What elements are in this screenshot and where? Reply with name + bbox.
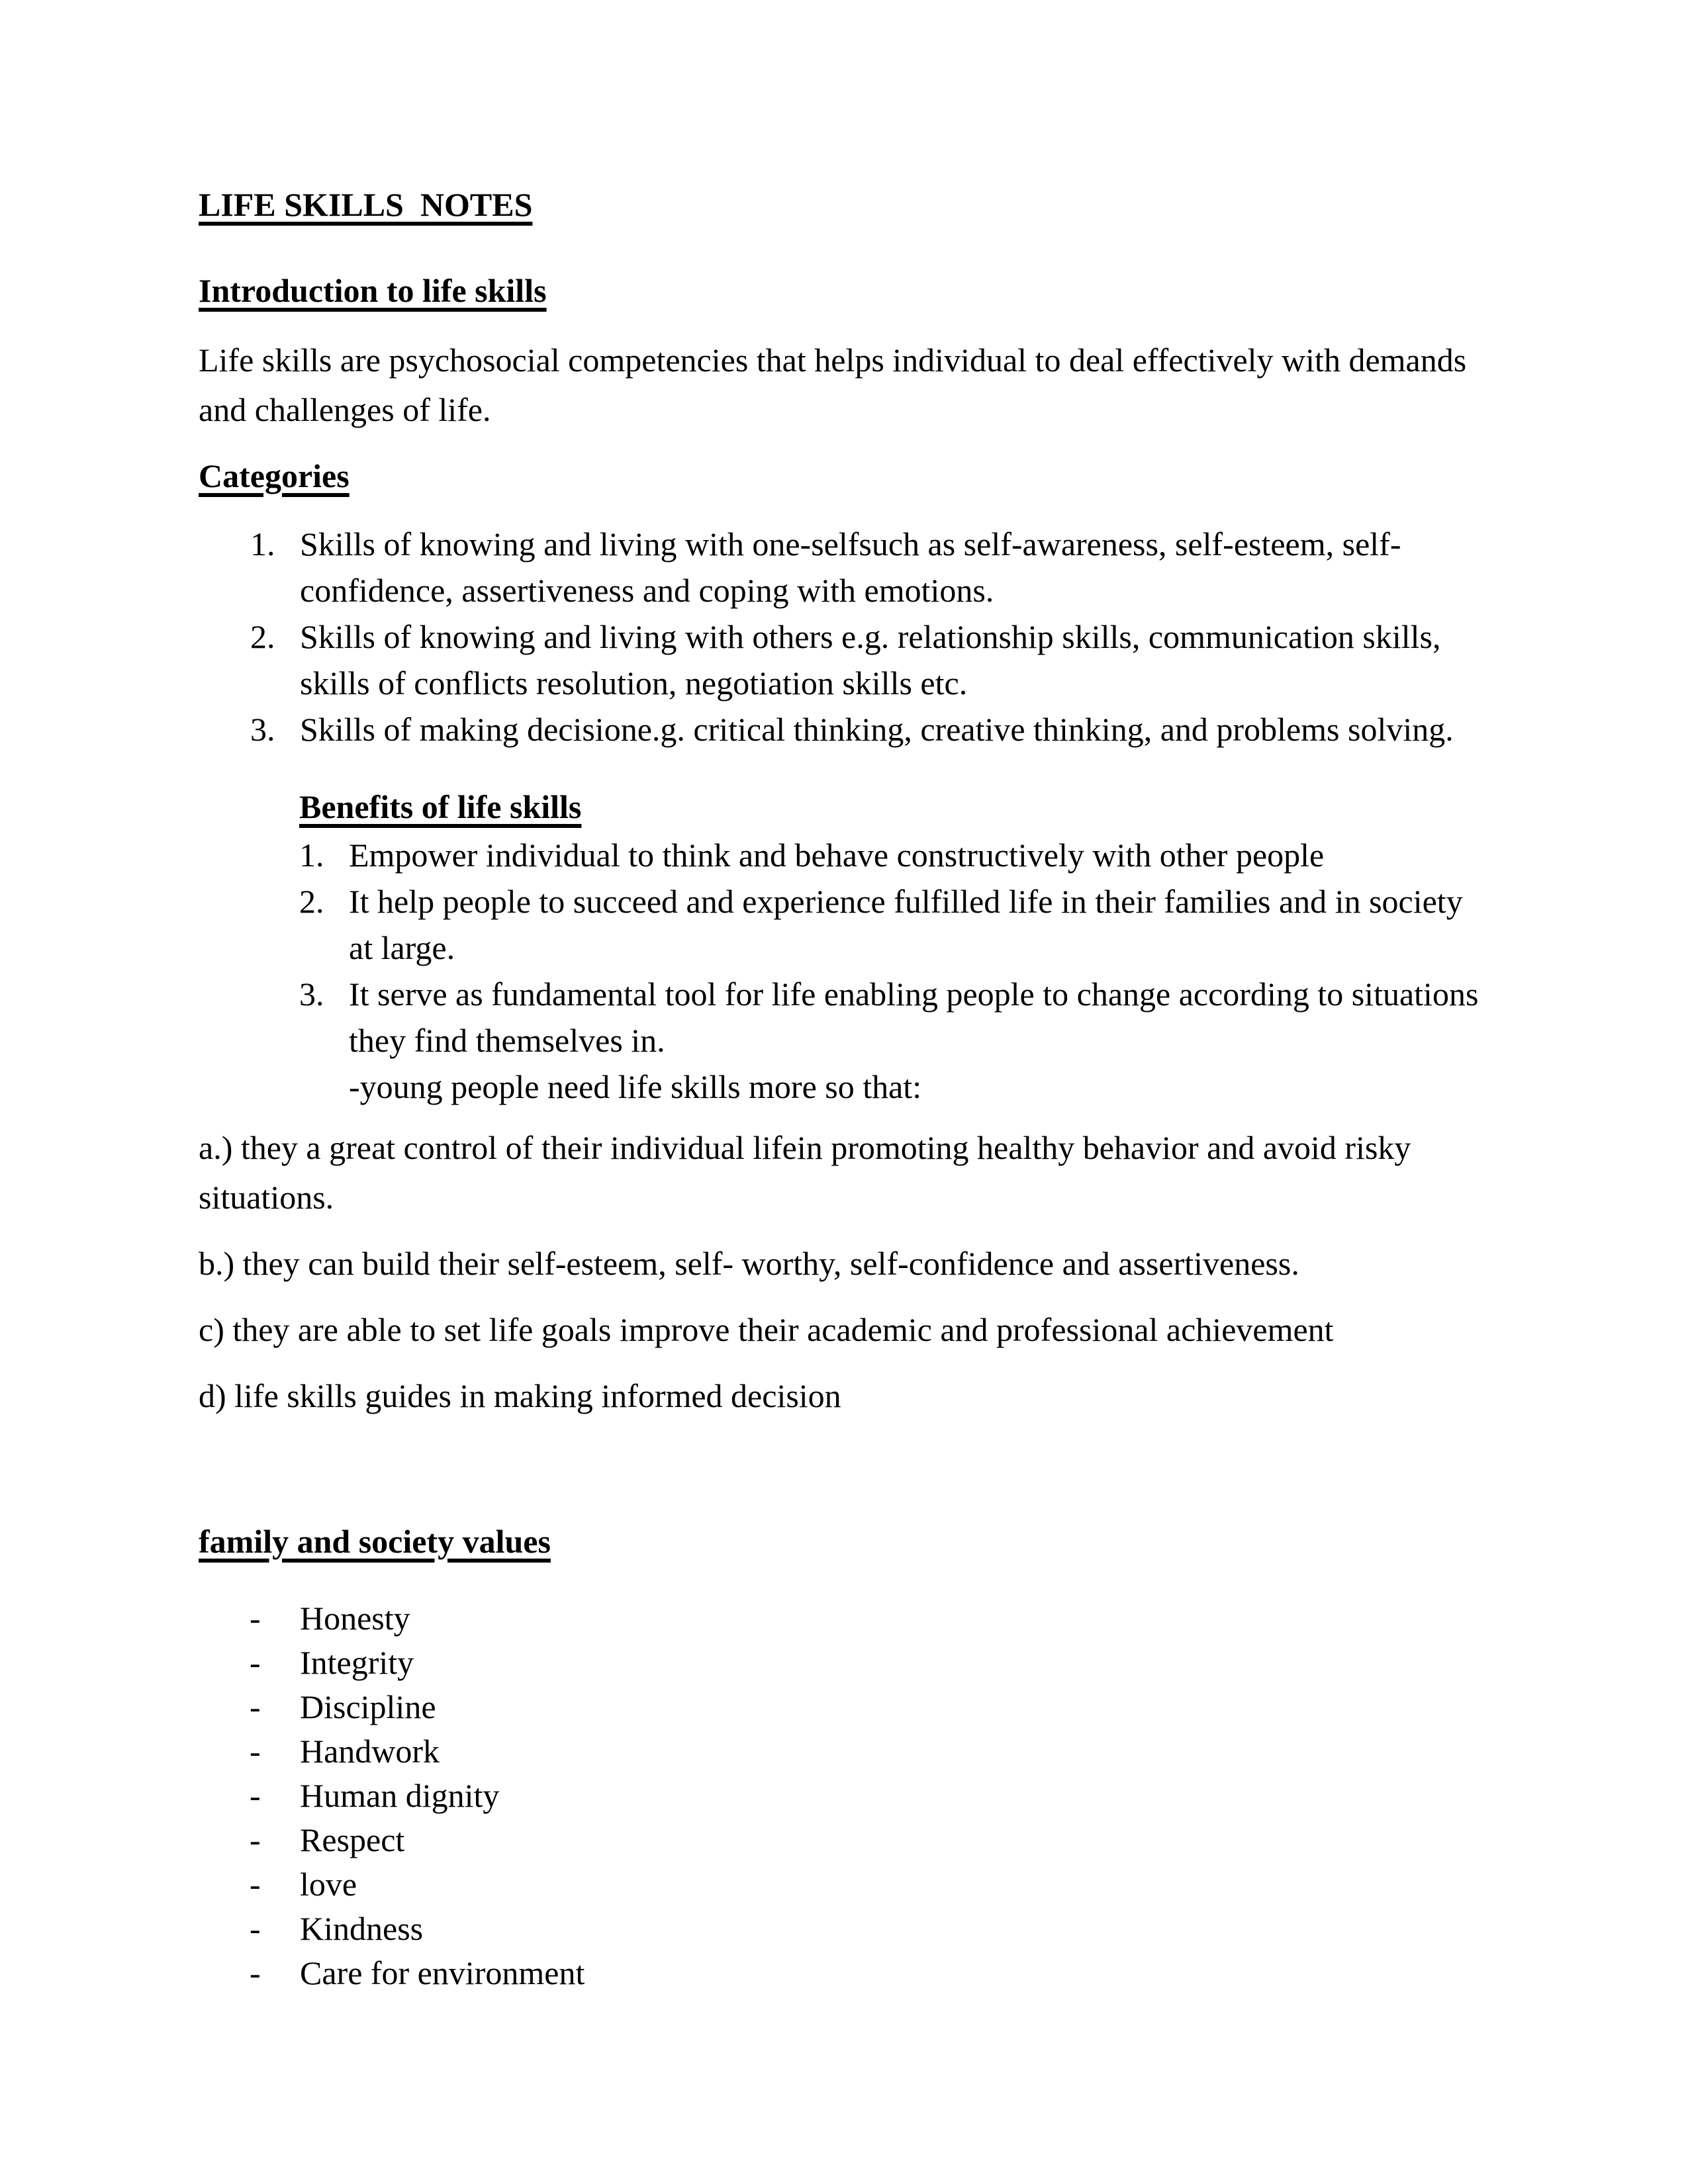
- reason-paragraph-c: c) they are able to set life goals improve their academic and professional achievement: [199, 1311, 1334, 1348]
- section-heading-categories-text: Categories: [199, 457, 350, 494]
- family-values-item: - Handwork: [300, 1729, 1489, 1774]
- categories-list-item: Skills of knowing and living with one-selfsuch as self-awareness, self-esteem, self-confidence, assertiveness and coping with emotions.: [300, 525, 1401, 609]
- section-heading-benefits: [299, 782, 1489, 832]
- benefits-list-item: It serve as fundamental tool for life enabling people to change according to situations they find themselves in.: [349, 976, 1479, 1059]
- categories-list-item: Skills of making decisione.g. critical thinking, creative thinking, and problems solving.: [300, 711, 1454, 748]
- introduction-paragraph: Life skills are psychosocial competencies that helps individual to deal effectively with demands and challenges of life.: [199, 341, 1467, 428]
- benefits-note: -young people need life skills more so that:: [349, 1068, 922, 1105]
- document-title: [199, 180, 1489, 230]
- categories-list-item: Skills of knowing and living with others e.g. relationship skills, communication skills, skills of conflicts resolution, negotiation skills etc.: [300, 618, 1441, 702]
- family-values-item: - Honesty: [300, 1596, 1489, 1641]
- benefits-list: [199, 832, 1489, 1064]
- benefits-list-item: Empower individual to think and behave constructively with other people: [349, 837, 1325, 874]
- family-values-item: - Integrity: [300, 1641, 1489, 1685]
- section-heading-introduction-text: Introduction to life skills: [199, 272, 547, 309]
- family-values-item: - Kindness: [300, 1907, 1489, 1951]
- section-heading-family-values: [199, 1517, 1489, 1567]
- section-heading-benefits-text: Benefits of life skills: [299, 788, 582, 825]
- family-values-item: - love: [300, 1862, 1489, 1907]
- section-heading-introduction: [199, 266, 1489, 316]
- reason-paragraph-b: b.) they can build their self-esteem, self- worthy, self-confidence and assertiveness.: [199, 1245, 1299, 1282]
- categories-list: [199, 521, 1489, 752]
- section-heading-categories: [199, 451, 1489, 501]
- family-values-list: [199, 1596, 1489, 1995]
- family-values-item: - Discipline: [300, 1685, 1489, 1729]
- reason-paragraph-a: a.) they a great control of their individual lifein promoting healthy behavior and avoid risky situations.: [199, 1129, 1411, 1216]
- section-heading-family-values-text: family and society values: [199, 1523, 551, 1560]
- reason-paragraph-d: d) life skills guides in making informed decision: [199, 1377, 841, 1414]
- document-title-text: LIFE SKILLS NOTES: [199, 186, 533, 223]
- family-values-item: - Respect: [300, 1818, 1489, 1862]
- family-values-item: - Human dignity: [300, 1774, 1489, 1818]
- benefits-list-item: It help people to succeed and experience fulfilled life in their families and in society at large.: [349, 883, 1463, 966]
- family-values-item: - Care for environment: [300, 1951, 1489, 1995]
